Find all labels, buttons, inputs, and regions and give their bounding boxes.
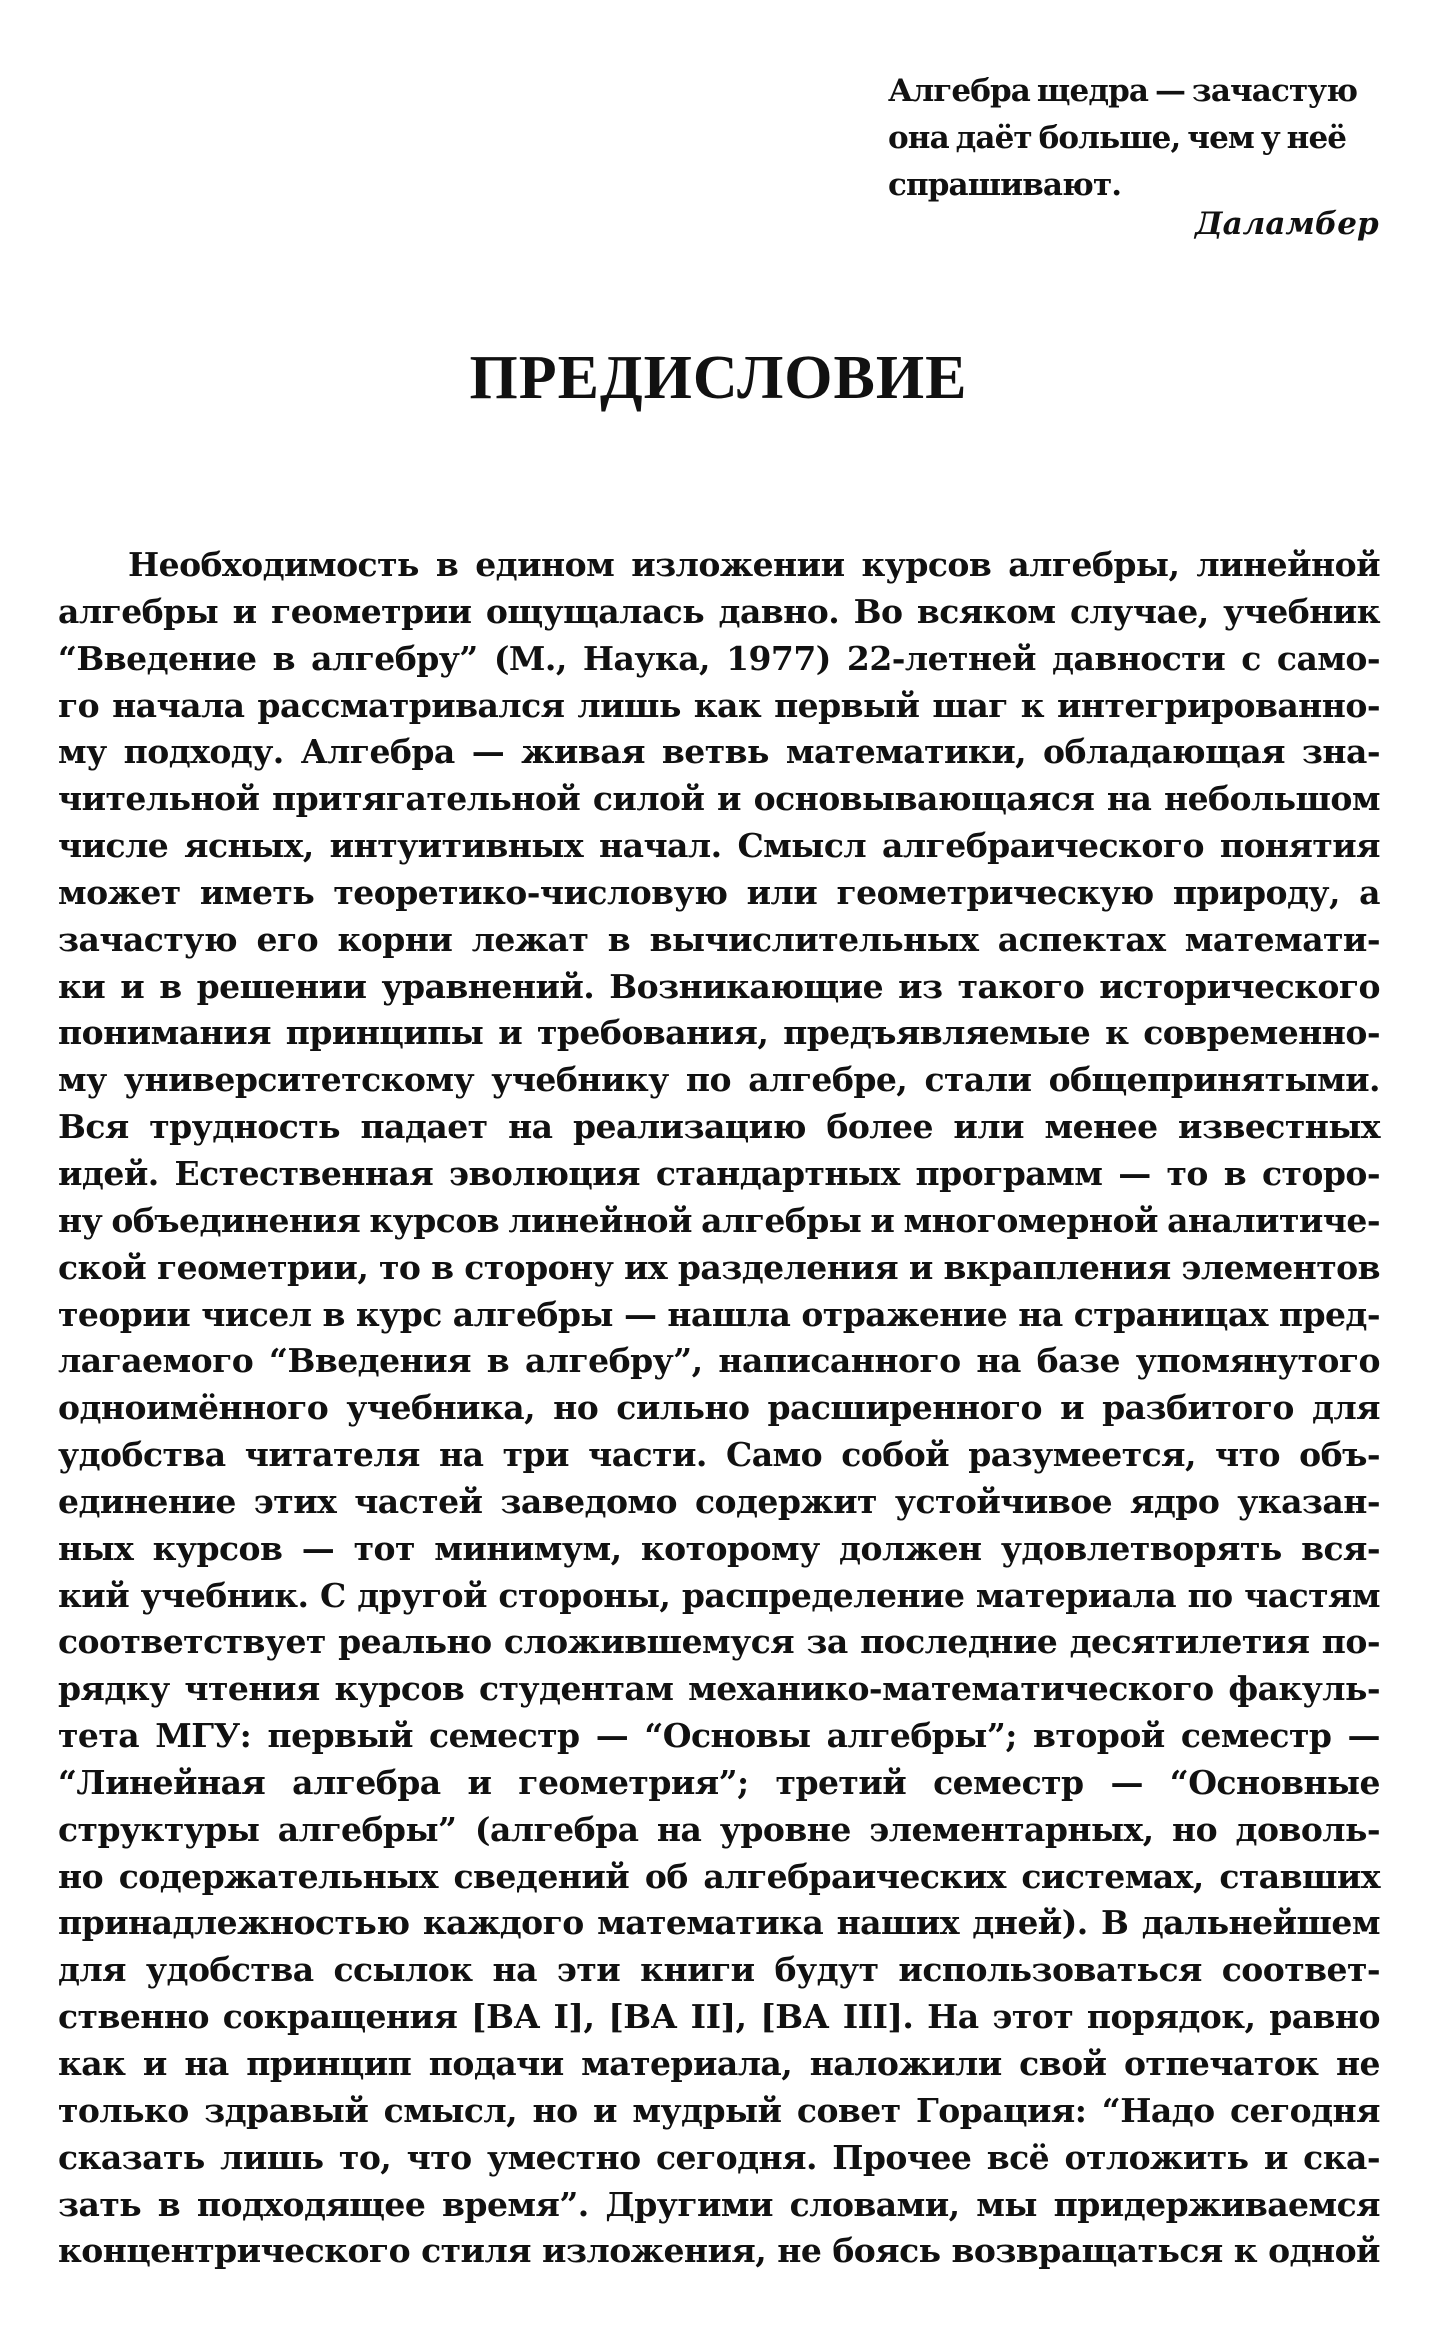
body-line: одноимённого учебника, но сильно расширенного и разбитого для — [58, 1388, 1380, 1428]
body-line: для удобства ссылок на эти книги будут использоваться соответ- — [58, 1950, 1380, 1990]
body-line: “Линейная алгебра и геометрия”; третий семестр — “Основные — [58, 1762, 1380, 1802]
page-title: ПРЕДИСЛОВИЕ — [469, 344, 968, 412]
body-line: только здравый смысл, но и мудрый совет Горация: “Надо сегодня — [58, 2090, 1380, 2130]
epigraph — [888, 68, 1388, 209]
epigraph-line: она даёт больше, чем у неё — [888, 120, 1347, 156]
epigraph-line: Алгебра щедра — зачастую — [888, 73, 1358, 109]
body-line: ки и в решении уравнений. Возникающие из такого исторического — [58, 966, 1380, 1006]
body-line: но содержательных сведений об алгебраических системах, ставших — [58, 1856, 1380, 1896]
body-line: зать в подходящее время”. Другими словами, мы придерживаемся — [58, 2184, 1380, 2224]
body-line: рядку чтения курсов студентам механико-математического факуль- — [58, 1669, 1380, 1709]
body-line: удобства читателя на три части. Само собой разумеется, что объ- — [58, 1435, 1380, 1475]
body-line: го начала рассматривался лишь как первый шаг к интегрированно- — [58, 685, 1380, 725]
preface-body — [58, 542, 1380, 2275]
body-line: понимания принципы и требования, предъявляемые к современно- — [58, 1013, 1380, 1053]
body-line: зачастую его корни лежат в вычислительных аспектах математи- — [58, 919, 1380, 959]
body-line: лагаемого “Введения в алгебру”, написанного на базе упомянутого — [58, 1341, 1380, 1381]
body-line: может иметь теоретико-числовую или геометрическую природу, а — [58, 872, 1380, 912]
body-line: Необходимость в едином изложении курсов алгебры, линейной — [128, 545, 1380, 584]
epigraph-author: Даламбер — [1195, 206, 1379, 242]
body-line: ных курсов — тот минимум, которому должен удовлетворять вся- — [58, 1528, 1380, 1568]
body-line: чительной притягательной силой и основывающаяся на небольшом — [58, 779, 1380, 819]
body-line: му подходу. Алгебра — живая ветвь математики, обладающая зна- — [58, 732, 1380, 772]
body-line: единение этих частей заведомо содержит устойчивое ядро указан- — [58, 1481, 1380, 1521]
body-line: соответствует реально сложившемуся за последние десятилетия по- — [58, 1622, 1380, 1662]
body-line: ской геометрии, то в сторону их разделения и вкрапления элементов — [58, 1247, 1380, 1287]
body-line: идей. Естественная эволюция стандартных программ — то в сторо- — [58, 1153, 1380, 1193]
body-line: Вся трудность падает на реализацию более или менее известных — [58, 1107, 1380, 1147]
body-line: му университетскому учебнику по алгебре, стали общепринятыми. — [58, 1060, 1380, 1100]
body-line: тета МГУ: первый семестр — “Основы алгебры”; второй семестр — — [58, 1716, 1380, 1756]
body-line: ственно сокращения [ВА I], [ВА II], [ВА III]. На этот порядок, равно — [58, 1997, 1380, 2037]
body-line: ну объединения курсов линейной алгебры и многомерной аналитиче- — [58, 1200, 1380, 1240]
body-line: как и на принцип подачи материала, наложили свой отпечаток не — [58, 2044, 1380, 2083]
body-line: алгебры и геометрии ощущалась давно. Во всяком случае, учебник — [58, 591, 1380, 631]
body-line: теории чисел в курс алгебры — нашла отражение на страницах пред- — [58, 1294, 1380, 1334]
body-line: сказать лишь то, что уместно сегодня. Прочее всё отложить и ска- — [58, 2137, 1380, 2177]
body-line: принадлежностью каждого математика наших дней). В дальнейшем — [58, 1903, 1380, 1943]
body-line: структуры алгебры” (алгебра на уровне элементарных, но доволь- — [58, 1809, 1380, 1849]
body-line: кий учебник. С другой стороны, распределение материала по частям — [58, 1575, 1380, 1615]
body-line: числе ясных, интуитивных начал. Смысл алгебраического понятия — [58, 826, 1380, 866]
body-line: “Введение в алгебру” (М., Наука, 1977) 22-летней давности с само- — [58, 638, 1380, 678]
epigraph-line: спрашивают. — [888, 167, 1122, 203]
body-line: концентрического стиля изложения, не боясь возвращаться к одной — [58, 2231, 1380, 2271]
